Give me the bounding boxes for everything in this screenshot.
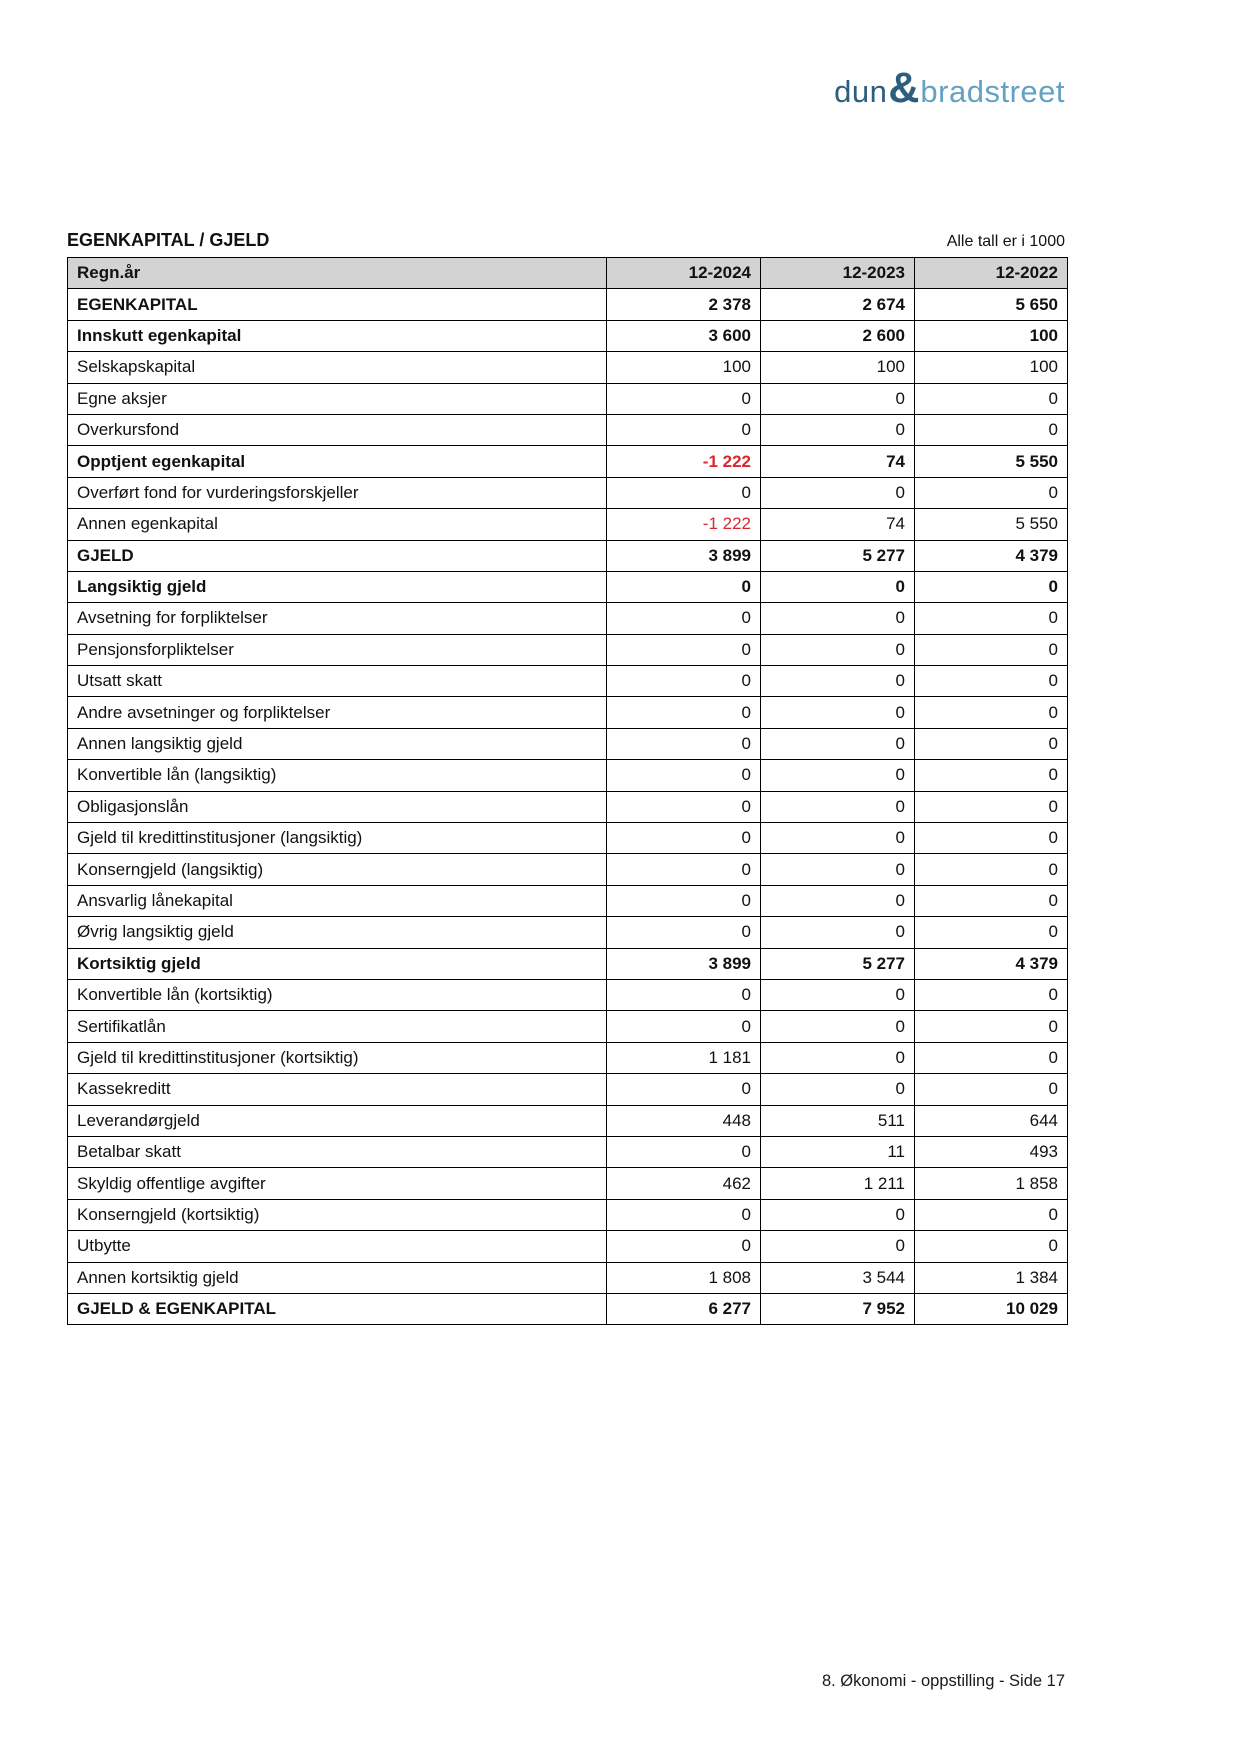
table-row (68, 885, 1068, 916)
logo-text-dun: dun (834, 74, 888, 109)
row-label: Gjeld til kredittinstitusjoner (kortsiktig) (68, 1042, 607, 1073)
column-header-2022: 12-2022 (915, 258, 1068, 289)
value-cell: 0 (915, 854, 1068, 885)
row-label: Betalbar skatt (68, 1136, 607, 1167)
row-label: Obligasjonslån (68, 791, 607, 822)
value-cell: 4 379 (915, 540, 1068, 571)
value-cell: 3 899 (607, 540, 761, 571)
row-label: Øvrig langsiktig gjeld (68, 917, 607, 948)
value-cell: 0 (761, 885, 915, 916)
title-row (67, 230, 1065, 251)
value-cell: 6 277 (607, 1293, 761, 1324)
value-cell: 0 (761, 383, 915, 414)
value-cell: 5 277 (761, 540, 915, 571)
row-label: Overført fond for vurderingsforskjeller (68, 477, 607, 508)
table-row (68, 697, 1068, 728)
table-row (68, 383, 1068, 414)
row-label: GJELD (68, 540, 607, 571)
row-label: Konserngjeld (langsiktig) (68, 854, 607, 885)
row-label: Innskutt egenkapital (68, 320, 607, 351)
value-cell: 0 (761, 1199, 915, 1230)
row-label: Annen kortsiktig gjeld (68, 1262, 607, 1293)
row-label: Annen langsiktig gjeld (68, 728, 607, 759)
value-cell: 0 (607, 791, 761, 822)
value-cell: 1 808 (607, 1262, 761, 1293)
table-row (68, 1074, 1068, 1105)
value-cell: 0 (761, 1231, 915, 1262)
row-label: Utbytte (68, 1231, 607, 1262)
value-cell: 100 (915, 320, 1068, 351)
column-header-2024: 12-2024 (607, 258, 761, 289)
table-row (68, 760, 1068, 791)
row-label: Skyldig offentlige avgifter (68, 1168, 607, 1199)
value-cell: 0 (915, 760, 1068, 791)
row-label: Utsatt skatt (68, 666, 607, 697)
value-cell: 0 (915, 1199, 1068, 1230)
value-cell: 0 (761, 1042, 915, 1073)
row-label: Egne aksjer (68, 383, 607, 414)
value-cell: 7 952 (761, 1293, 915, 1324)
column-header-2023: 12-2023 (761, 258, 915, 289)
row-label: Kortsiktig gjeld (68, 948, 607, 979)
row-label: Leverandørgjeld (68, 1105, 607, 1136)
value-cell: 0 (915, 823, 1068, 854)
value-cell: 462 (607, 1168, 761, 1199)
value-cell: 0 (607, 1199, 761, 1230)
table-row (68, 509, 1068, 540)
value-cell: 0 (915, 697, 1068, 728)
value-cell: 0 (915, 414, 1068, 445)
row-label: Konserngjeld (kortsiktig) (68, 1199, 607, 1230)
table-row (68, 634, 1068, 665)
value-cell: 0 (607, 571, 761, 602)
table-row (68, 1199, 1068, 1230)
value-cell: -1 222 (607, 446, 761, 477)
table-row (68, 823, 1068, 854)
row-label: Ansvarlig lånekapital (68, 885, 607, 916)
value-cell: 2 674 (761, 289, 915, 320)
value-cell: 100 (607, 352, 761, 383)
table-row (68, 1042, 1068, 1073)
units-note: Alle tall er i 1000 (946, 233, 1065, 250)
value-cell: 644 (915, 1105, 1068, 1136)
table-row (68, 1293, 1068, 1324)
value-cell: 10 029 (915, 1293, 1068, 1324)
row-label: Sertifikatlån (68, 1011, 607, 1042)
value-cell: 4 379 (915, 948, 1068, 979)
table-row (68, 289, 1068, 320)
value-cell: 1 384 (915, 1262, 1068, 1293)
table-row (68, 948, 1068, 979)
value-cell: 0 (607, 697, 761, 728)
value-cell: 1 858 (915, 1168, 1068, 1199)
value-cell: 0 (607, 823, 761, 854)
value-cell: 0 (761, 854, 915, 885)
value-cell: 74 (761, 509, 915, 540)
dun-bradstreet-logo (834, 64, 1065, 113)
logo-text-bradstreet: bradstreet (920, 74, 1065, 109)
value-cell: 0 (915, 728, 1068, 759)
table-row (68, 446, 1068, 477)
value-cell: 0 (761, 634, 915, 665)
value-cell: 5 550 (915, 446, 1068, 477)
value-cell: 0 (607, 383, 761, 414)
value-cell: 1 211 (761, 1168, 915, 1199)
value-cell: 0 (761, 1074, 915, 1105)
value-cell: 0 (761, 571, 915, 602)
value-cell: 0 (915, 1231, 1068, 1262)
table-row (68, 1262, 1068, 1293)
value-cell: 493 (915, 1136, 1068, 1167)
value-cell: 0 (607, 917, 761, 948)
row-label: Langsiktig gjeld (68, 571, 607, 602)
table-row (68, 1231, 1068, 1262)
value-cell: 0 (607, 414, 761, 445)
value-cell: 0 (761, 979, 915, 1010)
table-row (68, 477, 1068, 508)
row-label: Konvertible lån (langsiktig) (68, 760, 607, 791)
table-row (68, 1011, 1068, 1042)
value-cell: 0 (915, 1074, 1068, 1105)
table-row (68, 352, 1068, 383)
value-cell: 100 (761, 352, 915, 383)
value-cell: 3 899 (607, 948, 761, 979)
table-row (68, 571, 1068, 602)
value-cell: 0 (607, 477, 761, 508)
value-cell: 3 600 (607, 320, 761, 351)
row-label: Avsetning for forpliktelser (68, 603, 607, 634)
value-cell: 0 (915, 1042, 1068, 1073)
value-cell: 0 (761, 823, 915, 854)
row-label: Overkursfond (68, 414, 607, 445)
balance-sheet-table (67, 257, 1068, 1325)
value-cell: 0 (607, 760, 761, 791)
row-label: Gjeld til kredittinstitusjoner (langsiktig) (68, 823, 607, 854)
ampersand-icon: & (888, 64, 920, 112)
value-cell: 0 (607, 1136, 761, 1167)
value-cell: 0 (915, 571, 1068, 602)
value-cell: 0 (761, 666, 915, 697)
value-cell: 0 (607, 1011, 761, 1042)
value-cell: 5 550 (915, 509, 1068, 540)
value-cell: 2 600 (761, 320, 915, 351)
value-cell: 0 (607, 728, 761, 759)
row-label: EGENKAPITAL (68, 289, 607, 320)
table-row (68, 1168, 1068, 1199)
row-label: Kassekreditt (68, 1074, 607, 1105)
value-cell: 0 (607, 854, 761, 885)
value-cell: 511 (761, 1105, 915, 1136)
value-cell: 0 (915, 791, 1068, 822)
value-cell: 0 (915, 917, 1068, 948)
table-row (68, 728, 1068, 759)
value-cell: 3 544 (761, 1262, 915, 1293)
table-header-row (68, 258, 1068, 289)
table-row (68, 791, 1068, 822)
table-row (68, 320, 1068, 351)
value-cell: 0 (607, 603, 761, 634)
value-cell: 0 (915, 634, 1068, 665)
table-row (68, 1105, 1068, 1136)
row-label: Andre avsetninger og forpliktelser (68, 697, 607, 728)
value-cell: 0 (915, 603, 1068, 634)
table-row (68, 854, 1068, 885)
row-label: GJELD & EGENKAPITAL (68, 1293, 607, 1324)
row-label: Pensjonsforpliktelser (68, 634, 607, 665)
value-cell: 11 (761, 1136, 915, 1167)
value-cell: 0 (761, 917, 915, 948)
value-cell: 0 (761, 414, 915, 445)
table-row (68, 414, 1068, 445)
value-cell: 5 650 (915, 289, 1068, 320)
table-row (68, 666, 1068, 697)
table-row (68, 979, 1068, 1010)
value-cell: 2 378 (607, 289, 761, 320)
value-cell: 0 (607, 885, 761, 916)
page-title: EGENKAPITAL / GJELD (67, 230, 270, 250)
value-cell: 0 (607, 666, 761, 697)
value-cell: 0 (761, 603, 915, 634)
page-footer: 8. Økonomi - oppstilling - Side 17 (821, 1672, 1065, 1690)
row-label: Opptjent egenkapital (68, 446, 607, 477)
value-cell: 0 (607, 1231, 761, 1262)
value-cell: 0 (761, 760, 915, 791)
value-cell: 0 (915, 666, 1068, 697)
table-row (68, 540, 1068, 571)
value-cell: 0 (761, 1011, 915, 1042)
value-cell: 0 (607, 634, 761, 665)
row-label: Konvertible lån (kortsiktig) (68, 979, 607, 1010)
value-cell: 0 (761, 791, 915, 822)
value-cell: 0 (761, 728, 915, 759)
value-cell: 0 (607, 1074, 761, 1105)
value-cell: 100 (915, 352, 1068, 383)
value-cell: 5 277 (761, 948, 915, 979)
value-cell: 0 (761, 477, 915, 508)
table-row (68, 603, 1068, 634)
value-cell: 1 181 (607, 1042, 761, 1073)
value-cell: 0 (915, 477, 1068, 508)
value-cell: 0 (915, 979, 1068, 1010)
table-row (68, 1136, 1068, 1167)
table-row (68, 917, 1068, 948)
row-label: Selskapskapital (68, 352, 607, 383)
value-cell: 0 (915, 1011, 1068, 1042)
column-header-regnar: Regn.år (68, 258, 607, 289)
value-cell: -1 222 (607, 509, 761, 540)
value-cell: 74 (761, 446, 915, 477)
value-cell: 448 (607, 1105, 761, 1136)
value-cell: 0 (607, 979, 761, 1010)
row-label: Annen egenkapital (68, 509, 607, 540)
value-cell: 0 (915, 383, 1068, 414)
value-cell: 0 (915, 885, 1068, 916)
value-cell: 0 (761, 697, 915, 728)
